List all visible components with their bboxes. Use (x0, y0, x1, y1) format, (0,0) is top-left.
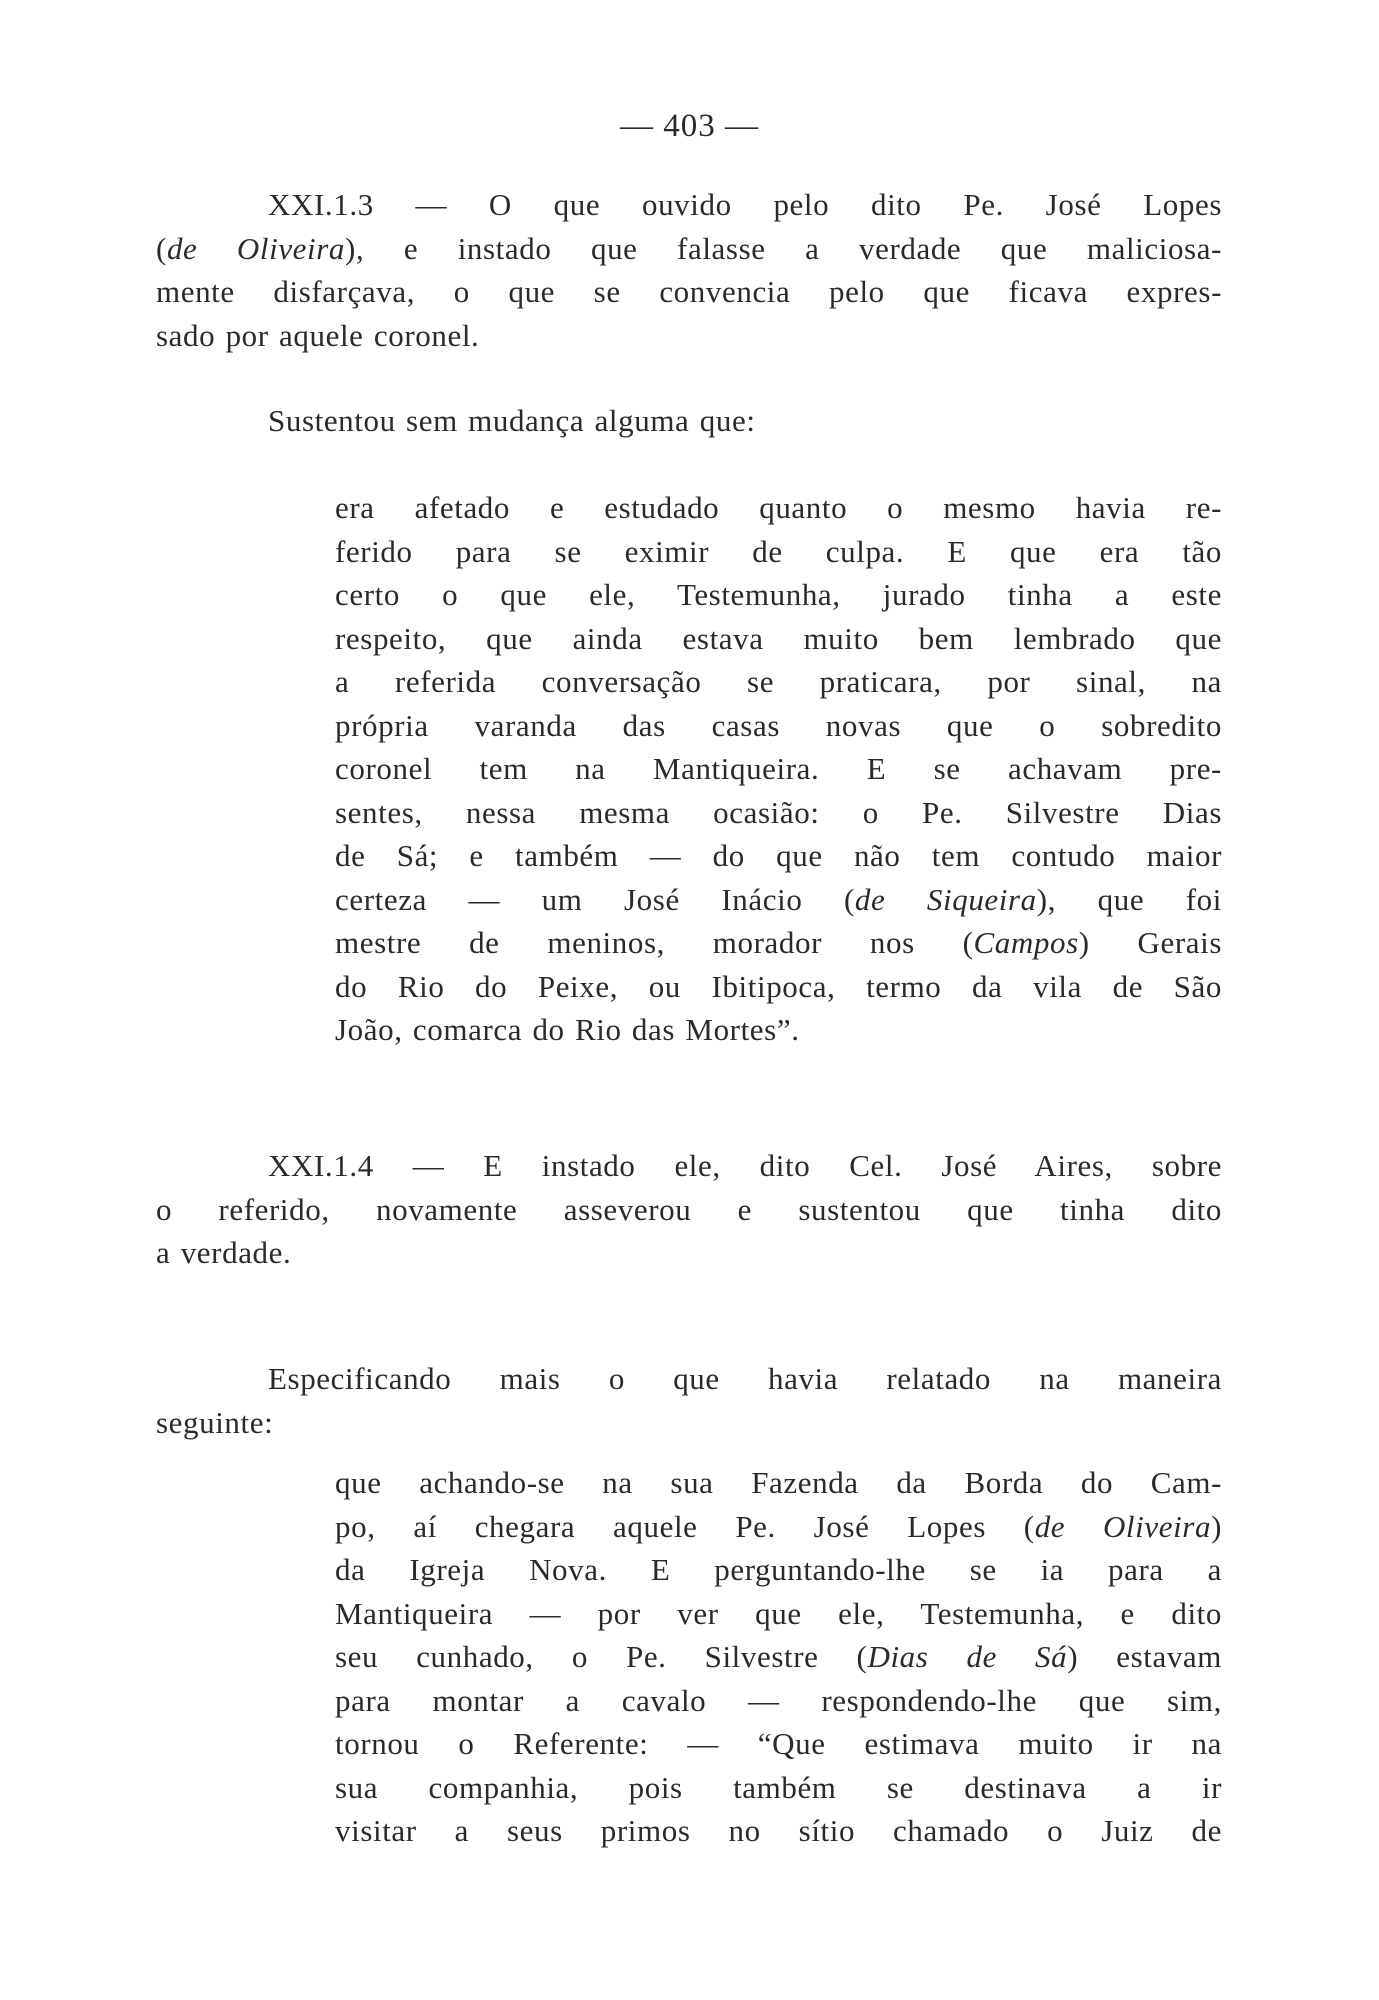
paragraph-especificando (156, 1357, 1222, 1444)
text-line: era afetado e estudado quanto o mesmo havia re- (335, 490, 1222, 525)
italic-insertion: Campos (973, 925, 1079, 960)
text-line: Sustentou sem mudança alguma que: (268, 403, 756, 438)
text-line: certeza — um José Inácio (de Siqueira), que foi (335, 881, 1222, 917)
text-line: que achando-se na sua Fazenda da Borda do Cam- (335, 1465, 1222, 1500)
text-line: coronel tem na Mantiqueira. E se achavam pre- (335, 751, 1222, 786)
text-line: mestre de meninos, morador nos (Campos) Gerais (335, 925, 1223, 960)
text-line: Especificando mais o que havia relatado na maneira (268, 1361, 1222, 1396)
block-quote-testimony-2 (335, 1461, 1222, 1853)
text-line: João, comarca do Rio das Mortes”. (335, 1012, 800, 1047)
text-line: visitar a seus primos no sítio chamado o Juiz de (335, 1813, 1222, 1848)
text-line: seguinte: (156, 1404, 274, 1440)
text-line: sentes, nessa mesma ocasião: o Pe. Silvestre Dias (335, 794, 1222, 830)
italic-insertion: Dias de Sá (867, 1639, 1068, 1674)
text-line: XXI.1.3 — O que ouvido pelo dito Pe. José Lopes (268, 187, 1222, 222)
text-line: da Igreja Nova. E perguntando-lhe se ia para a (335, 1552, 1222, 1587)
text-line: respeito, que ainda estava muito bem lembrado que (335, 620, 1222, 656)
text-line: (de Oliveira), e instado que falasse a verdade que maliciosa- (156, 230, 1222, 266)
paragraph-xxi-1-4 (156, 1144, 1222, 1275)
text-line: o referido, novamente asseverou e sustentou que tinha dito (156, 1191, 1222, 1227)
text-line: ferido para se eximir de culpa. E que era tão (335, 533, 1222, 569)
text-line: do Rio do Peixe, ou Ibitipoca, termo da vila de São (335, 968, 1222, 1004)
text-line: Mantiqueira — por ver que ele, Testemunha, e dito (335, 1595, 1222, 1631)
text-line: sua companhia, pois também se destinava a ir (335, 1769, 1222, 1805)
text-line: tornou o Referente: — “Que estimava muito ir na (335, 1726, 1222, 1761)
text-line: po, aí chegara aquele Pe. José Lopes (de Oliveira) (335, 1508, 1222, 1544)
text-line: seu cunhado, o Pe. Silvestre (Dias de Sá) estavam (335, 1639, 1223, 1674)
block-quote-testimony-1 (335, 486, 1222, 1052)
text-line: para montar a cavalo — respondendo-lhe que sim, (335, 1682, 1222, 1718)
text-line: certo o que ele, Testemunha, jurado tinha a este (335, 577, 1222, 612)
page-number: — 403 — (620, 108, 759, 144)
text-line: sado por aquele coronel. (156, 317, 480, 353)
text-line: a referida conversação se praticara, por sinal, na (335, 664, 1222, 699)
text-line: mente disfarçava, o que se convencia pelo que ficava expres- (156, 274, 1222, 309)
text-line: própria varanda das casas novas que o sobredito (335, 707, 1222, 743)
italic-insertion: de Oliveira (166, 230, 346, 266)
paragraph-xxi-1-3 (156, 183, 1222, 357)
text-line: de Sá; e também — do que não tem contudo maior (335, 838, 1222, 873)
italic-insertion: de Oliveira (1034, 1508, 1212, 1544)
italic-insertion: de Siqueira (854, 881, 1037, 917)
text-line: a verdade. (156, 1235, 292, 1270)
text-line: XXI.1.4 — E instado ele, dito Cel. José Aires, sobre (268, 1148, 1222, 1183)
paragraph-sustentou (268, 399, 1068, 443)
